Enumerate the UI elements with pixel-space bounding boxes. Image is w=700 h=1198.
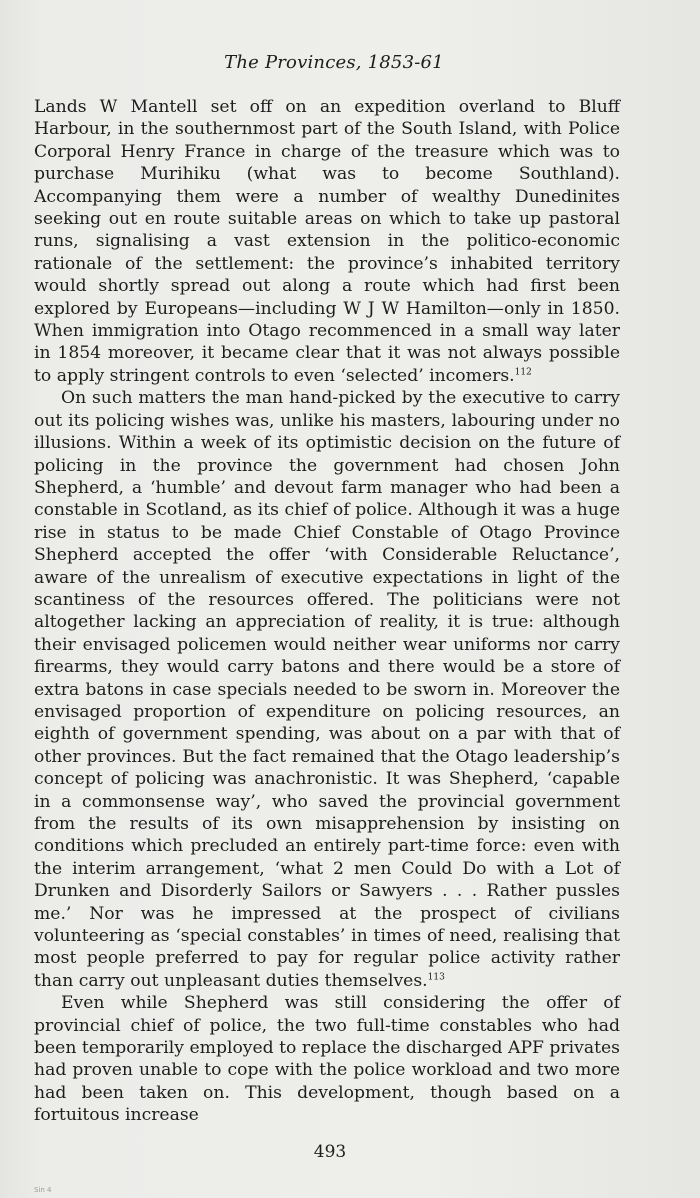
paragraph-text: Even while Shepherd was still considering the offer of provincial chief of police, the two full-time constables who had been temporarily employed to replace the discharged APF privates had proven unable to cope with the police workload and two more had been taken on. This development, though based on a fortuitous increase [34, 993, 620, 1126]
footnote-marker: 113 [427, 972, 445, 983]
paragraph-2 [34, 387, 620, 992]
paragraph-1 [34, 96, 620, 387]
footnote-marker: 112 [514, 367, 532, 378]
body-text [34, 96, 620, 1127]
running-head: The Provinces, 1853-61 [224, 52, 444, 73]
page-number: 493 [313, 1142, 347, 1162]
paragraph-text: Lands W Mantell set off on an expedition overland to Bluff Harbour, in the southernmost part of the South Island, with Police Corporal Henry France in charge of the treasure which was to purchase Murihiku (what was to become Southland). Accompanying them were a number of wealthy Dunedinites seeking out en route suitable areas on which to take up pastoral runs, signalising a vast extension in the politico-economic rationale of the settlement: the province’s inhabited territory would shortly spread out along a route which had first been explored by Europeans—including W J W Hamilton—only in 1850. When immigration into Otago recommenced in a small way later in 1854 moreover, it became clear that it was not always possible to apply stringent controls to even ‘selected’ incomers. [34, 97, 620, 386]
paragraph-3 [34, 992, 620, 1126]
corner-mark: Sin 4 [34, 1186, 52, 1194]
paragraph-text: On such matters the man hand-picked by the executive to carry out its policing wishes was, unlike his masters, labouring under no illusions. Within a week of its optimistic decision on the future of policing in the province the government had chosen John Shepherd, a ‘humble’ and devout farm manager who had been a constable in Scotland, as its chief of police. Although it was a huge rise in status to be made Chief Constable of Otago Province Shepherd accepted the offer ‘with Considerable Reluctance’, aware of the unrealism of executive expectations in light of the scantiness of the resources offered. The politicians were not altogether lacking an appreciation of reality, it is true: although their envisaged policemen would neither wear uniforms nor carry firearms, they would carry batons and there would be a store of extra batons in case specials needed to be sworn in. Moreover the envisaged proportion of expenditure on policing resources, an eighth of government spending, was about on a par with that of other provinces. But the fact remained that the Otago leadership’s concept of policing was anachronistic. It was Shepherd, ‘capable in a commonsense way’, who saved the provincial government from the results of its own misapprehension by insisting on conditions which precluded an entirely part-time force: even with the interim arrangement, ‘what 2 men Could Do with a Lot of Drunken and Disorderly Sailors or Sawyers . . . Rather pussles me.’ Nor was he impressed at the prospect of civilians volunteering as ‘special constables’ in times of need, realising that most people preferred to pay for regular police activity rather than carry out unpleasant duties themselves. [34, 388, 620, 991]
